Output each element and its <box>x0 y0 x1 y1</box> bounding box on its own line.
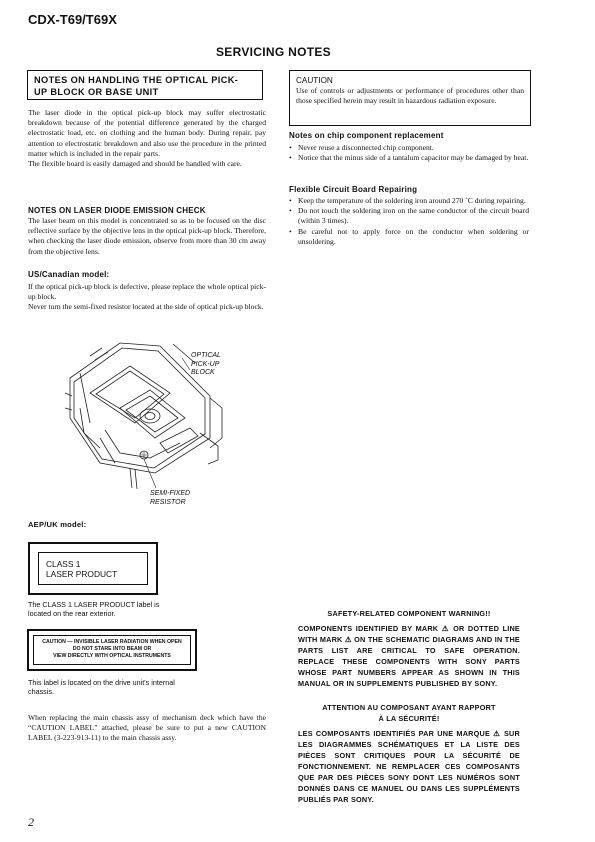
list-item: • Do not touch the soldering iron on the same conductor of the circuit board (within 3 times). <box>289 206 529 226</box>
model-name: CDX-T69/T69X <box>28 12 117 27</box>
attention-heading-line2: À LA SÉCURITÉ! <box>378 714 440 723</box>
attention-heading-line1: ATTENTION AU COMPOSANT AYANT RAPPORT <box>322 703 496 712</box>
laser-check-heading: NOTES ON LASER DIODE EMISSION CHECK <box>28 206 206 215</box>
flex-board-list <box>289 196 529 247</box>
list-item: • Notice that the minus side of a tantalum capacitor may be damaged by heat. <box>289 153 529 163</box>
safety-warning-heading: SAFETY-RELATED COMPONENT WARNING!! <box>327 609 491 618</box>
list-item: • Never reuse a disconnected chip component. <box>289 143 529 153</box>
caution-label-caption: This label is located on the drive unit's internal chassis. <box>28 678 175 696</box>
handling-notes-text <box>28 108 266 169</box>
handling-notes-heading-box: NOTES ON HANDLING THE OPTICAL PICK- UP BLOCK OR BASE UNIT <box>27 70 263 100</box>
class1-laser-label: CLASS 1 LASER PRODUCT <box>28 542 158 595</box>
paragraph: The flexible board is easily damaged and should be handled with care. <box>28 159 242 169</box>
list-item: • Keep the temperature of the soldering iron around 270 ˚C during repairing. <box>289 196 529 206</box>
semi-fixed-resistor-label: SEMI-FIXED RESISTOR <box>150 490 191 506</box>
safety-warning <box>298 608 520 689</box>
paragraph: Never turn the semi-fixed resistor located at the side of optical pick-up block. <box>28 302 264 312</box>
caution-title: CAUTION <box>296 76 333 85</box>
us-model-heading: US/Canadian model: <box>28 270 110 279</box>
caution-laser-label: CAUTION — INVISIBLE LASER RADIATION WHEN OPEN DO NOT STARE INTO BEAM OR VIEW DIRECTLY WITH OPTICAL INSTRUMENTS <box>27 629 197 671</box>
page-number: 2 <box>28 815 34 829</box>
flex-board-heading: Flexible Circuit Board Repairing <box>289 185 418 194</box>
safety-warning-text: COMPONENTS IDENTIFIED BY MARK ⚠ OR DOTTED LINE WITH MARK ⚠ ON THE SCHEMATIC DIAGRAMS AND IN THE PARTS LIST ARE CRITICAL TO SAFE OPERATION. REPLACE THESE COMPONENTS WITH SONY PARTS WHOSE PART NUMBERS APPEAR AS SHOWN IN THIS MANUAL OR IN SUPPLEMENTS PUBLISHED BY SONY. <box>298 624 520 688</box>
laser-check-text: The laser beam on this model is concentrated so as to be focused on the disc reflective surface by the objective lens in the optical pick-up block. Therefore, when checking the laser diode emission, observe from more than 30 cm away from the objective lens. <box>28 216 266 256</box>
pickup-block-label: OPTICAL PICK-UP BLOCK <box>191 352 221 376</box>
paragraph: If the optical pick-up block is defective, please replace the whole optical pick-up block. <box>28 282 266 302</box>
attention-warning <box>298 702 520 805</box>
chip-replacement-heading: Notes on chip component replacement <box>289 131 444 140</box>
chip-replacement-list <box>289 143 529 163</box>
aep-model-heading: AEP/UK model: <box>28 520 87 529</box>
us-model-text <box>28 282 266 313</box>
list-item: • Be careful not to apply force on the conductor when soldering or unsoldering. <box>289 227 529 247</box>
caution-label-replacement-text: When replacing the main chassis assy of mechanism deck which have the “CAUTION LABEL” attached, please be sure to put a new CAUTION LABEL (3-223-913-11) to the main chassis assy. <box>28 713 266 743</box>
paragraph: The laser diode in the optical pick-up block may suffer electrostatic breakdown because of the potential difference generated by the charged electrostatic load, etc. on clothing and the human body. During repair, pay attention to electrostatic breakdown and also use the procedure in the printed matter which is included in the repair parts. <box>28 108 266 158</box>
attention-text: LES COMPOSANTS IDENTIFIÉS PAR UNE MARQUE ⚠ SUR LES DIAGRAMMES SCHÉMATIQUES ET LA LISTE DES PIÈCES SONT CRITIQUES POUR LA SÉCURITÉ DE FONCTIONNEMENT. NE REMPLACER CES COMPOSANTS QUE PAR DES PIÈCES SONY DONT LES NUMÉROS SONT DONNÉS DANS CE MANUEL OU DANS LES SUPPLÉMENTS PUBLIÉS PAR SONY. <box>298 729 520 804</box>
class1-label-caption: The CLASS 1 LASER PRODUCT label is located on the rear exterior. <box>28 600 160 618</box>
caution-box <box>289 70 531 126</box>
caution-text: Use of controls or adjustments or performance of procedures other than those specified herein may result in hazardous radiation exposure. <box>296 86 524 106</box>
